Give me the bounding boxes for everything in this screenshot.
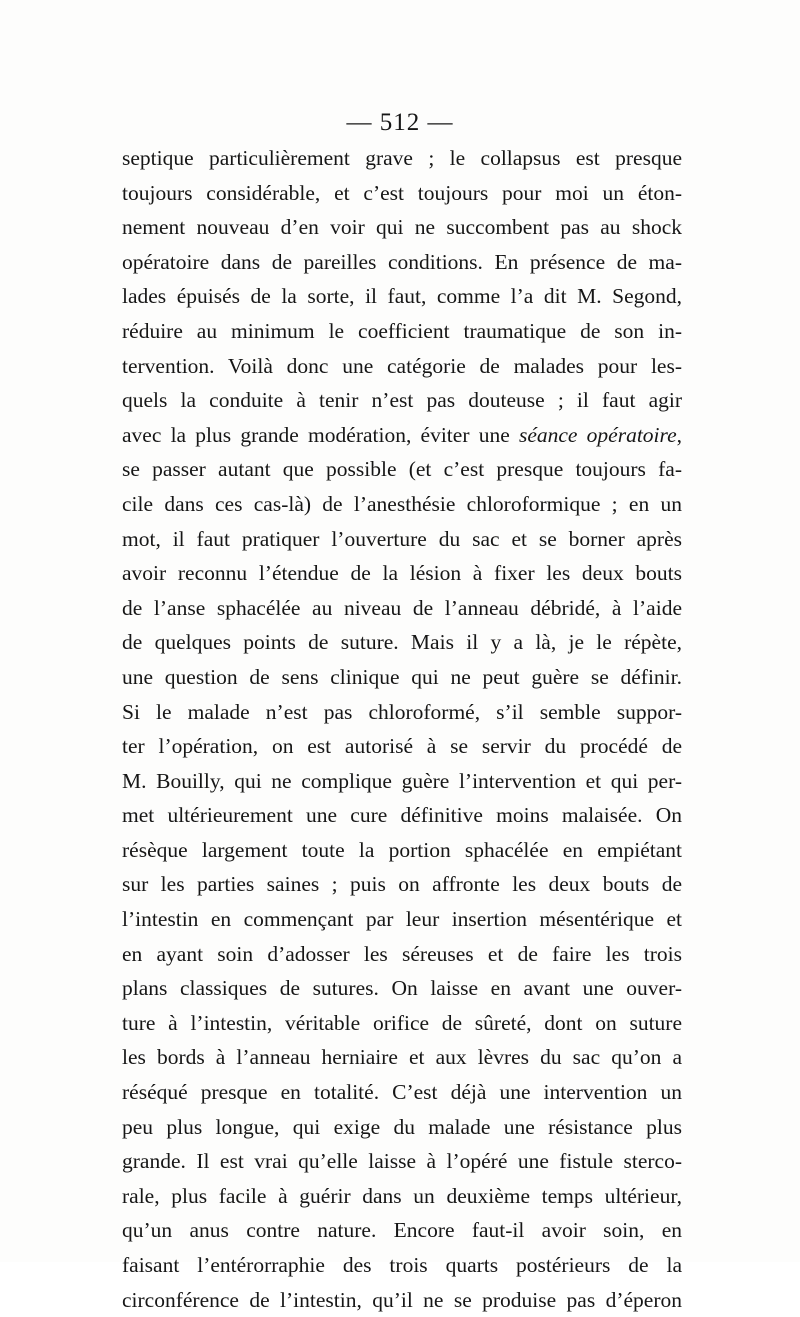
text-line: peu plus longue, qui exige du malade une résistance plus	[122, 1114, 682, 1139]
text-line: ter l’opération, on est autorisé à se servir du procédé de	[122, 734, 682, 759]
text-line: une question de sens clinique qui ne peut guère se définir.	[122, 664, 682, 689]
text-line: de quelques points de suture. Mais il y a là, je le répète,	[122, 630, 682, 655]
text-line: plans classiques de sutures. On laisse en avant une ouver-	[122, 976, 682, 1001]
text-line: sur les parties saines ; puis on affronte les deux bouts de	[122, 872, 682, 897]
text-line: Si le malade n’est pas chloroformé, s’il semble suppor-	[122, 699, 682, 724]
text-line	[122, 418, 682, 453]
text-line: nement nouveau d’en voir qui ne succombent pas au shock	[122, 215, 682, 240]
text-line: toujours considérable, et c’est toujours pour moi un éton-	[122, 180, 682, 205]
text-line: réduire au minimum le coefficient traumatique de son in-	[122, 318, 682, 343]
page-number: — 512 —	[346, 109, 454, 136]
italic-phrase: séance opératoire	[518, 422, 677, 447]
text-line: mot, il faut pratiquer l’ouverture du sac et se borner après	[122, 526, 682, 551]
text-line: circonférence de l’intestin, qu’il ne se produise pas d’éperon	[122, 1287, 682, 1312]
text-line: opératoire dans de pareilles conditions. En présence de ma-	[122, 249, 682, 274]
text-line: cile dans ces cas-là) de l’anesthésie chloroformique ; en un	[122, 491, 682, 516]
text-line: faisant l’entérorraphie des trois quarts postérieurs de la	[122, 1253, 682, 1277]
text-line: grande. Il est vrai qu’elle laisse à l’opéré une fistule sterco-	[122, 1149, 682, 1174]
text-segment: ,	[676, 422, 682, 447]
text-line: les bords à l’anneau herniaire et aux lèvres du sac qu’on a	[122, 1045, 682, 1070]
text-line: quels la conduite à tenir n’est pas douteuse ; il faut agir	[122, 388, 682, 413]
text-line: qu’un anus contre nature. Encore faut-il avoir soin, en	[122, 1218, 682, 1243]
text-line: tervention. Voilà donc une catégorie de malades pour les-	[122, 353, 682, 378]
text-line: se passer autant que possible (et c’est presque toujours fa-	[122, 457, 682, 482]
body-text	[122, 141, 682, 1317]
text-line: rale, plus facile à guérir dans un deuxième temps ultérieur,	[122, 1183, 682, 1208]
text-line: l’intestin en commençant par leur insertion mésentérique et	[122, 907, 682, 932]
text-line: résèque largement toute la portion sphacélée en empiétant	[122, 837, 682, 862]
text-line: septique particulièrement grave ; le collapsus est presque	[122, 146, 682, 170]
text-segment: avec la plus grande modération, éviter une	[122, 422, 519, 447]
text-line: réséqué presque en totalité. C’est déjà une intervention un	[122, 1080, 682, 1105]
text-line: lades épuisés de la sorte, il faut, comme l’a dit M. Segond,	[122, 284, 682, 309]
text-line: de l’anse sphacélée au niveau de l’anneau débridé, à l’aide	[122, 595, 682, 620]
text-line: met ultérieurement une cure définitive moins malaisée. On	[122, 803, 682, 828]
text-line: M. Bouilly, qui ne complique guère l’intervention et qui per-	[122, 768, 682, 793]
text-line: ture à l’intestin, véritable orifice de sûreté, dont on suture	[122, 1010, 682, 1035]
text-line: avoir reconnu l’étendue de la lésion à fixer les deux bouts	[122, 561, 682, 586]
text-line: en ayant soin d’adosser les séreuses et de faire les trois	[122, 941, 682, 966]
